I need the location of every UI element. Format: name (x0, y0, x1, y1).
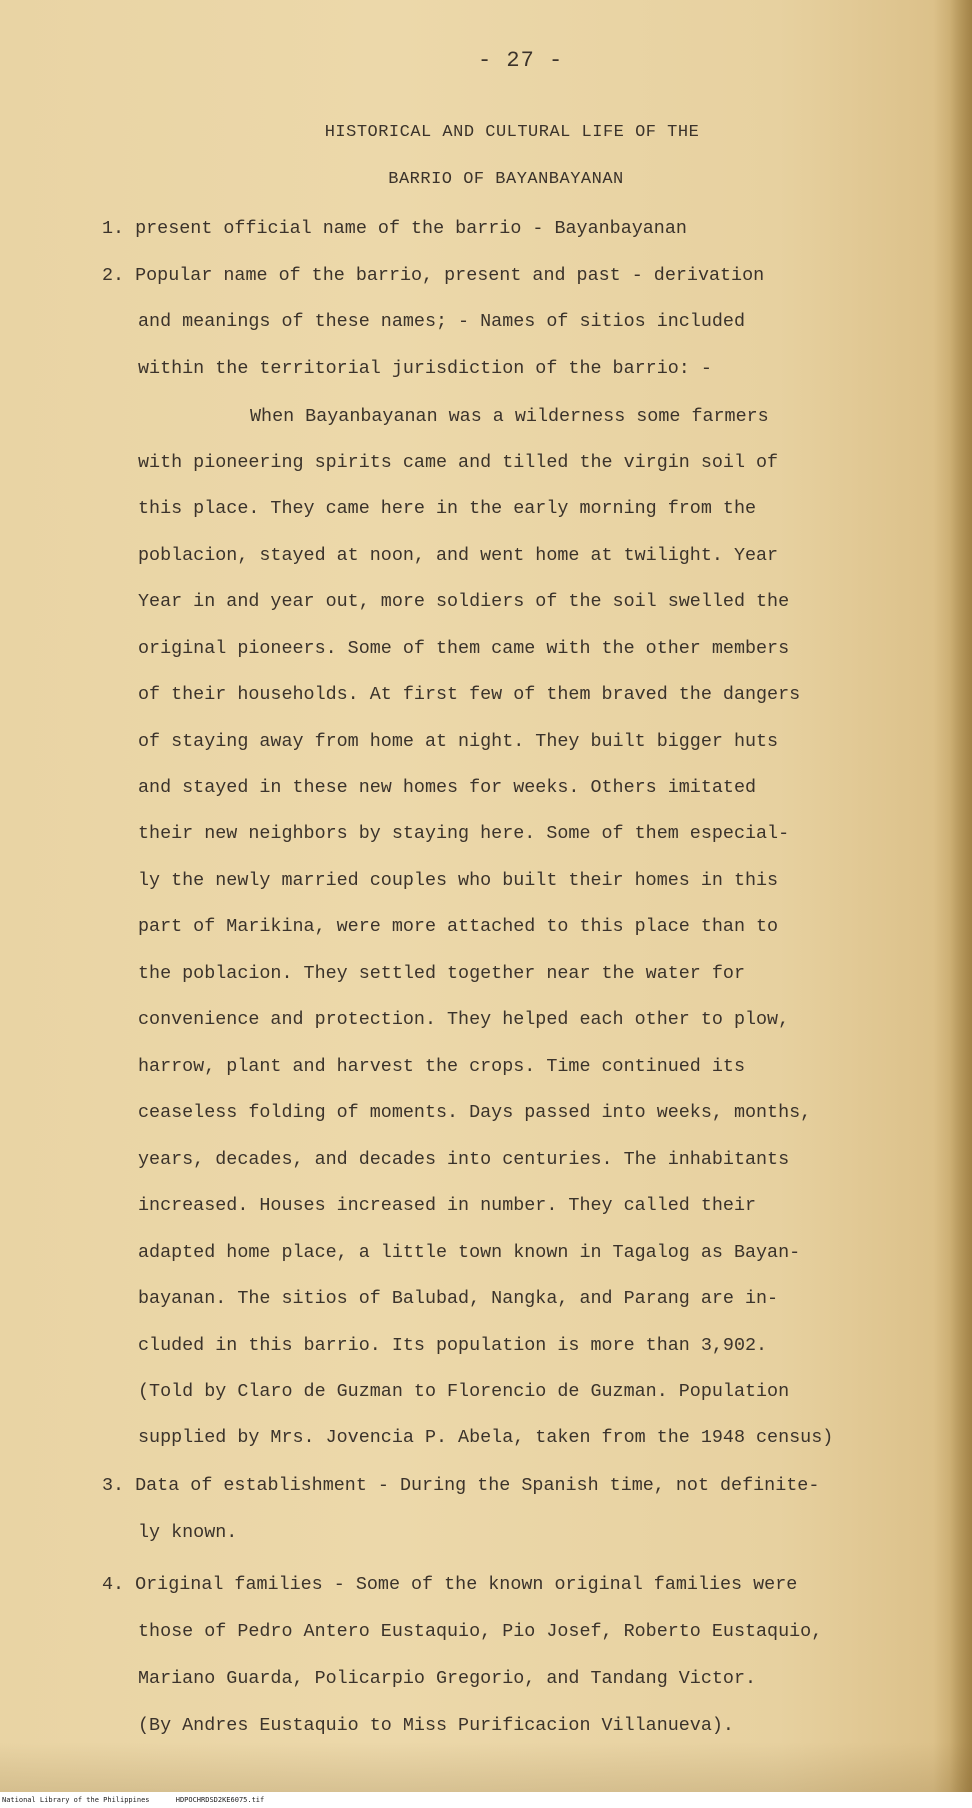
text-line: ly the newly married couples who built their homes in this (138, 870, 779, 891)
source-note: supplied by Mrs. Jovencia P. Abela, taken from the 1948 census) (138, 1427, 834, 1448)
item-2-popular-name: 2. Popular name of the barrio, present and past - derivation (102, 265, 765, 286)
text-line: increased. Houses increased in number. They called their (138, 1195, 757, 1216)
source-note: (Told by Claro de Guzman to Florencio de Guzman. Population (138, 1381, 790, 1402)
text-line: poblacion, stayed at noon, and went home at twilight. Year (138, 545, 779, 566)
text-line: part of Marikina, were more attached to this place than to (138, 916, 779, 937)
text-line: those of Pedro Antero Eustaquio, Pio Josef, Roberto Eustaquio, (138, 1621, 823, 1642)
text-line: the poblacion. They settled together near the water for (138, 963, 745, 984)
text-line: and meanings of these names; - Names of sitios included (138, 311, 745, 332)
document-title-line-2: BARRIO OF BAYANBAYANAN (388, 170, 624, 189)
item-1-official-name: 1. present official name of the barrio - Bayanbayanan (102, 218, 687, 239)
text-line: bayanan. The sitios of Balubad, Nangka, and Parang are in- (138, 1288, 779, 1309)
text-line: and stayed in these new homes for weeks. Others imitated (138, 777, 757, 798)
text-line: with pioneering spirits came and tilled the virgin soil of (138, 452, 779, 473)
text-line: Year in and year out, more soldiers of the soil swelled the (138, 591, 790, 612)
footer-file-id: HDPOCHRDSD2KE6075.tif (175, 1796, 265, 1804)
scan-footer (0, 1792, 972, 1808)
text-line: years, decades, and decades into centuries. The inhabitants (138, 1149, 790, 1170)
source-note: (By Andres Eustaquio to Miss Purificacion Villanueva). (138, 1715, 734, 1736)
text-line: their new neighbors by staying here. Some of them especial- (138, 823, 790, 844)
text-line: adapted home place, a little town known in Tagalog as Bayan- (138, 1242, 801, 1263)
text-line: within the territorial jurisdiction of the barrio: - (138, 358, 712, 379)
page-edge-shadow (950, 0, 972, 1808)
text-line: original pioneers. Some of them came with the other members (138, 638, 790, 659)
text-line: of their households. At first few of them braved the dangers (138, 684, 801, 705)
text-line: cluded in this barrio. Its population is more than 3,902. (138, 1335, 768, 1356)
page-number: - 27 - (478, 48, 564, 73)
text-line: this place. They came here in the early morning from the (138, 498, 757, 519)
text-line: harrow, plant and harvest the crops. Time continued its (138, 1056, 745, 1077)
document-title-line-1: HISTORICAL AND CULTURAL LIFE OF THE (324, 123, 700, 142)
page-bottom-shadow (0, 1742, 972, 1792)
text-line: Mariano Guarda, Policarpio Gregorio, and Tandang Victor. (138, 1668, 757, 1689)
footer-library-name: National Library of the Philippines (2, 1796, 150, 1804)
text-line: ceaseless folding of moments. Days passed into weeks, months, (138, 1102, 812, 1123)
item-3-date-of-establishment: 3. Data of establishment - During the Spanish time, not definite- (102, 1475, 820, 1496)
item-4-original-families: 4. Original families - Some of the known original families were (102, 1574, 798, 1595)
text-line: of staying away from home at night. They built bigger huts (138, 731, 779, 752)
paragraph-start: When Bayanbayanan was a wilderness some farmers (250, 406, 769, 427)
text-line: ly known. (138, 1522, 238, 1543)
text-line: convenience and protection. They helped each other to plow, (138, 1009, 790, 1030)
